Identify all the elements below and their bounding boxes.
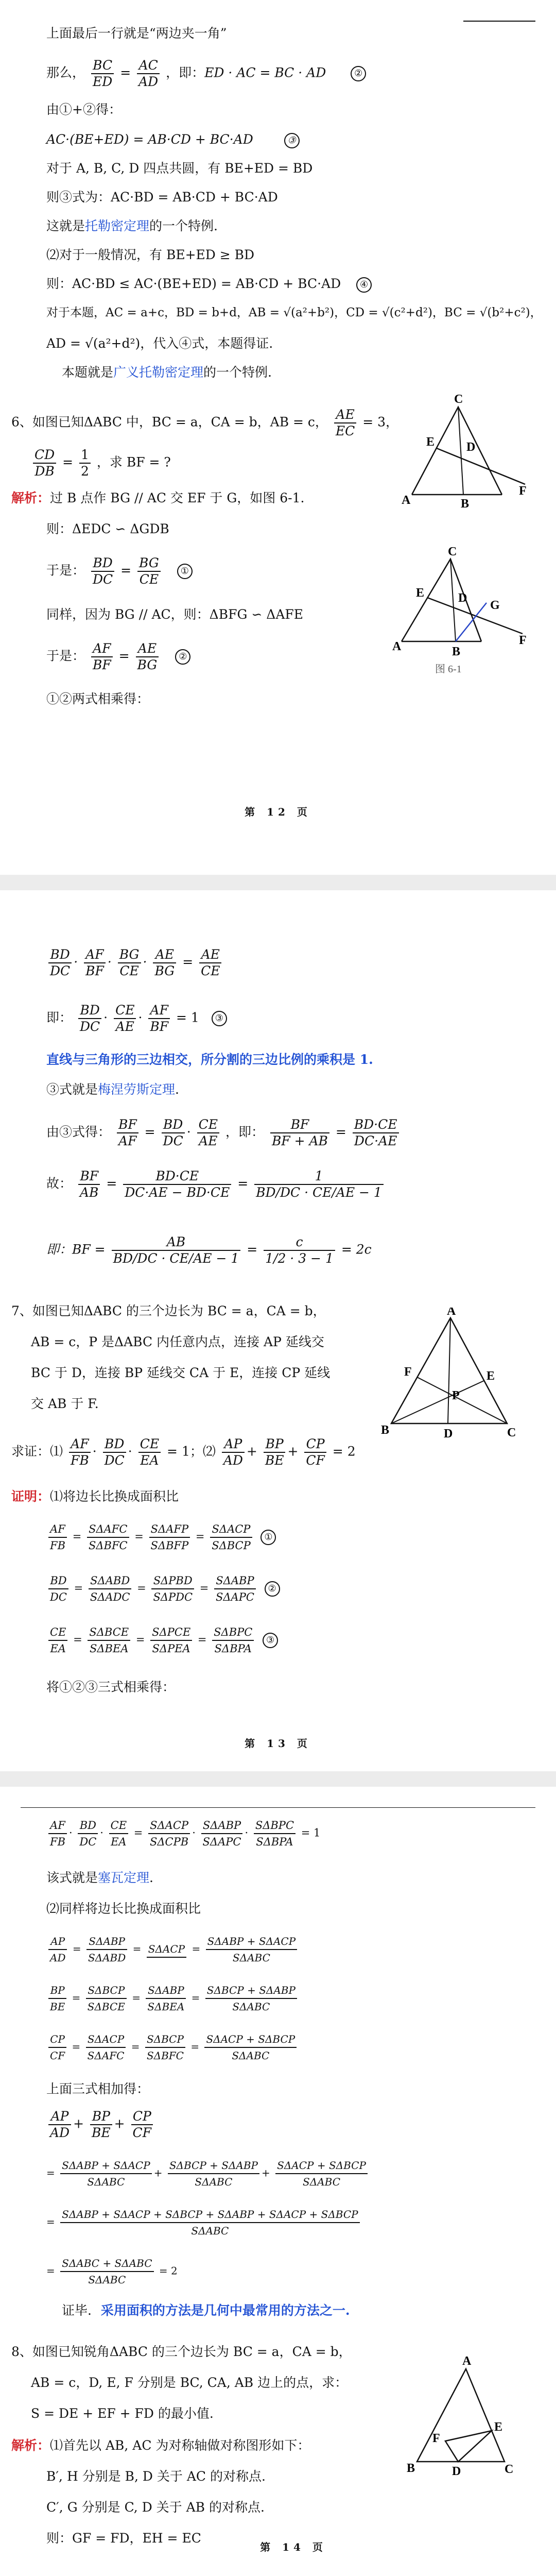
svg-text:F: F [432,2432,440,2445]
question-8-cont: AB = c，D, E, F 分别是 BC, CA, AB 边上的点，求： [31,2375,348,2390]
text-line: 上面最后一行就是“两边夹一角” [46,26,227,41]
theorem-link[interactable]: 广义托勒密定理 [113,365,204,380]
question-7-cont: AB = c，P 是ΔABC 内任意内点，连接 AP 延线交 [31,1334,324,1349]
svg-text:F: F [519,634,527,647]
svg-text:D: D [452,2465,461,2477]
svg-text:C: C [505,2463,514,2476]
question-6: 6、如图已知ΔABC 中，BC = a，CA = b，AB = c， $\frac{AE}{EC}$ = 3， [11,407,399,438]
page-14 [0,1787,556,2576]
equation-line: $\frac{BD}{DC}$ = $\frac{\text{SΔABD}}{\text{SΔADC}}$ = $\frac{\text{SΔPBD}}{\text{SΔPDC}}$ = $\frac{\text{SΔABP}}{\text{SΔAPC}}$ ② [46,1573,283,1605]
equation-line: $\frac{AF}{FB}$ · $\frac{BD}{DC}$ · $\frac{CE}{EA}$ = $\frac{\text{SΔACP}}{\text{SΔCPB}}$ · $\frac{\text{SΔABP}}{\text{SΔAPC}}$ · $\frac{\text{SΔBPC}}{\text{SΔBPA}}$ = 1 [46,1818,320,1850]
equation-line: AC·(BE+ED) = AB·CD + BC·AD ③ [46,131,303,148]
question-8: 8、如图已知锐角ΔABC 的三个边长为 BC = a，CA = b， [11,2344,352,2359]
equation-line: 于是： $\frac{AF}{BF}$ = $\frac{AE}{BG}$ ② [46,641,194,673]
solution-6: 解析：过 B 点作 BG // AC 交 EF 于 G，如图 6-1. [11,490,305,505]
svg-text:D: D [466,440,476,454]
figure-8-triangle [402,2353,530,2477]
svg-text:C: C [448,545,457,558]
equation-line: $\frac{BD}{DC}$ · $\frac{AF}{BF}$ · $\frac{BG}{CE}$ · $\frac{AE}{BG}$ = $\frac{AE}{CE}$ [46,947,223,979]
svg-text:B: B [461,497,470,510]
solution-8: 解析：⑴首先以 AB, AC 为对称轴做对称图形如下： [11,2438,310,2453]
figure-caption: 图 6-1 [435,664,462,675]
svg-text:E: E [494,2420,503,2434]
svg-text:D: D [458,591,467,605]
page-number: 第 12 页 [245,806,311,818]
text-line: 这就是托勒密定理的一个特例. [46,218,218,233]
equation-line: 由③式得： $\frac{BF}{AF}$ = $\frac{BD}{DC}$ · $\frac{CE}{AE}$ ，即： $\frac{BF}{BF + AB}$ = $\frac{BD\cdot CE}{DC\cdot AE}$ [46,1117,401,1149]
question-7: 7、如图已知ΔABC 的三个边长为 BC = a，CA = b， [11,1303,326,1318]
text-line: 该式就是塞瓦定理. [46,1870,153,1885]
text-line: B′, H 分别是 B, D 关于 AC 的对称点. [46,2469,266,2484]
header-rule [21,1807,535,1808]
equation-line: $\frac{AF}{FB}$ = $\frac{\text{SΔAFC}}{\text{SΔBFC}}$ = $\frac{\text{SΔAFP}}{\text{SΔBFP}}$ = $\frac{\text{SΔACP}}{\text{SΔBCP}}$ ① [46,1521,279,1553]
page-12 [0,0,556,875]
svg-text:B: B [452,645,461,658]
svg-text:B: B [407,2462,415,2475]
text-line: 证毕. 采用面积的方法是几何中最常用的方法之一. [62,2303,350,2318]
svg-text:A: A [392,640,402,653]
text-line: 则：GF = FD，EH = EC [46,2531,201,2546]
question-8-cont: S = DE + EF + FD 的最小值. [31,2406,214,2421]
prove-statement: 求证：⑴ $\frac{AF}{FB}$ · $\frac{BD}{DC}$ · $\frac{CE}{EA}$ = 1；⑵ $\frac{AP}{AD}$ + $\frac{BP}{BE}$ + $\frac{CP}{CF}$ = 2 [11,1436,356,1468]
theorem-link[interactable]: 梅涅劳斯定理 [98,1082,176,1097]
svg-text:E: E [416,586,425,600]
equation-line: $\frac{AP}{AD}$ = $\frac{\text{SΔABP}}{\text{SΔABD}}$ = SΔACP = $\frac{\text{SΔABP + SΔACP}}{\text{SΔABC}}$ [46,1934,299,1965]
question-7-cont: BC 于 D，连接 BP 延线交 CA 于 E，连接 CP 延线 [31,1365,331,1380]
page-number: 第 13 页 [245,1737,311,1750]
equation-line: 即：BF = $\frac{AB}{BD/DC \cdot CE/AE - 1}$ = $\frac{c}{1/2 \cdot 3 - 1}$ = 2c [46,1234,372,1266]
text-line: 由①+②得： [46,102,121,117]
svg-text:P: P [452,1389,460,1402]
svg-text:A: A [402,494,411,507]
text-line: ③式就是梅涅劳斯定理. [46,1082,179,1097]
figure-6-triangle [396,392,530,510]
equation-marker: ② [351,66,366,81]
svg-text:F: F [519,484,527,498]
equation-line: $\frac{CE}{EA}$ = $\frac{\text{SΔBCE}}{\text{SΔBEA}}$ = $\frac{\text{SΔPCE}}{\text{SΔPEA}}$ = $\frac{\text{SΔBPC}}{\text{SΔBPA}}$ ③ [46,1624,281,1656]
header-rule [463,21,535,22]
equation-line: = $\frac{\text{SΔABP + SΔACP}}{\text{SΔABC}}$ + $\frac{\text{SΔBCP + SΔABP}}{\text{SΔABC}}$ + $\frac{\text{SΔACP + SΔBCP}}{\text{SΔABC}}$ [46,2158,370,2190]
text-line: 则③式为：AC·BD = AB·CD + BC·AD [46,190,278,205]
equation-line: 则：AC·BD ≤ AC·(BE+ED) = AB·CD + BC·AD ④ [46,275,375,293]
text-line: C′, G 分别是 C, D 关于 AB 的对称点. [46,2500,265,2515]
figure-6-1-triangle [391,541,535,659]
svg-text:A: A [447,1308,456,1318]
highlight-statement: 直线与三角形的三边相交，所分割的三边比例的乘积是 1. [46,1052,373,1067]
page-gap [0,1771,556,1787]
text-line: 上面三式相加得： [46,2081,150,2096]
text-line: 对于 A, B, C, D 四点共圆，有 BE+ED = BD [46,161,313,176]
svg-text:G: G [490,599,500,612]
page-13 [0,890,556,1771]
equation-line: = $\frac{\text{SΔABP + SΔACP + SΔBCP + SΔABP + SΔACP + SΔBCP}}{\text{SΔABC}}$ [46,2207,362,2239]
equation-line: = $\frac{\text{SΔABC + SΔABC}}{\text{SΔABC}}$ = 2 [46,2256,178,2287]
page-gap [0,875,556,890]
text-line: 则：ΔEDC ∽ ΔGDB [46,521,169,536]
page-number: 第 14 页 [260,2541,327,2553]
equation-line: $\frac{CP}{CF}$ = $\frac{\text{SΔACP}}{\text{SΔAFC}}$ = $\frac{\text{SΔBCP}}{\text{SΔBFC}}$ = $\frac{\text{SΔACP + SΔBCP}}{\text{SΔABC}}$ [46,2031,299,2063]
equation-line: 即： $\frac{BD}{DC}$ · $\frac{CE}{AE}$ · $\frac{AF}{BF}$ = 1 ③ [46,1003,230,1035]
proof-7: 证明：⑴将边长比换成面积比 [11,1489,179,1504]
text-line: ⑵同样将边长比换成面积比 [46,1901,201,1916]
text-line: 本题就是广义托勒密定理的一个特例. [62,365,272,380]
text-line: 将①②③三式相乘得： [46,1680,176,1694]
svg-text:C: C [454,393,463,406]
equation-line: 于是： $\frac{BD}{DC}$ = $\frac{BG}{CE}$ ① [46,555,196,587]
question-6-cont: $\frac{CD}{DB}$ = $\frac{1}{2}$ ，求 BF = ? [31,447,171,479]
equation-line: 那么， $\frac{BC}{ED}$ = $\frac{AC}{AD}$ ，即：ED · AC = BC · AD ② [46,58,369,90]
text-line: ⑵对于一般情况，有 BE+ED ≥ BD [46,247,255,262]
text-line: 对于本题，AC = a+c，BD = b+d，AB = √(a²+b²)，CD = √(c²+d²)，BC = √(b²+c²)， [46,306,542,319]
svg-text:D: D [444,1427,453,1440]
figure-7-triangle [376,1308,525,1442]
svg-text:E: E [486,1369,495,1383]
svg-text:A: A [462,2354,472,2368]
question-7-cont: 交 AB 于 F. [31,1396,99,1411]
svg-text:B: B [381,1423,390,1437]
equation-line: $\frac{AP}{AD}$ + $\frac{BP}{BE}$ + $\frac{CP}{CF}$ [46,2109,155,2141]
text-line: AD = √(a²+d²)，代入④式，本题得证. [46,336,273,351]
svg-text:F: F [404,1365,412,1379]
equation-line: $\frac{BP}{BE}$ = $\frac{\text{SΔBCP}}{\text{SΔBCE}}$ = $\frac{\text{SΔABP}}{\text{SΔBEA}}$ = $\frac{\text{SΔBCP + SΔABP}}{\text{SΔABC}}$ [46,1982,299,2014]
theorem-link[interactable]: 托勒密定理 [85,218,150,233]
svg-text:E: E [426,435,435,449]
svg-text:C: C [507,1426,516,1439]
theorem-link[interactable]: 塞瓦定理 [98,1870,150,1885]
text-line: 同样，因为 BG // AC，则：ΔBFG ∽ ΔAFE [46,607,303,622]
text-line: ①②两式相乘得： [46,691,150,706]
equation-line: 故： $\frac{BF}{AB}$ = $\frac{BD\cdot CE}{DC\cdot AE - BD\cdot CE}$ = $\frac{1}{BD/DC \cdot CE/AE - 1}$ [46,1168,386,1200]
